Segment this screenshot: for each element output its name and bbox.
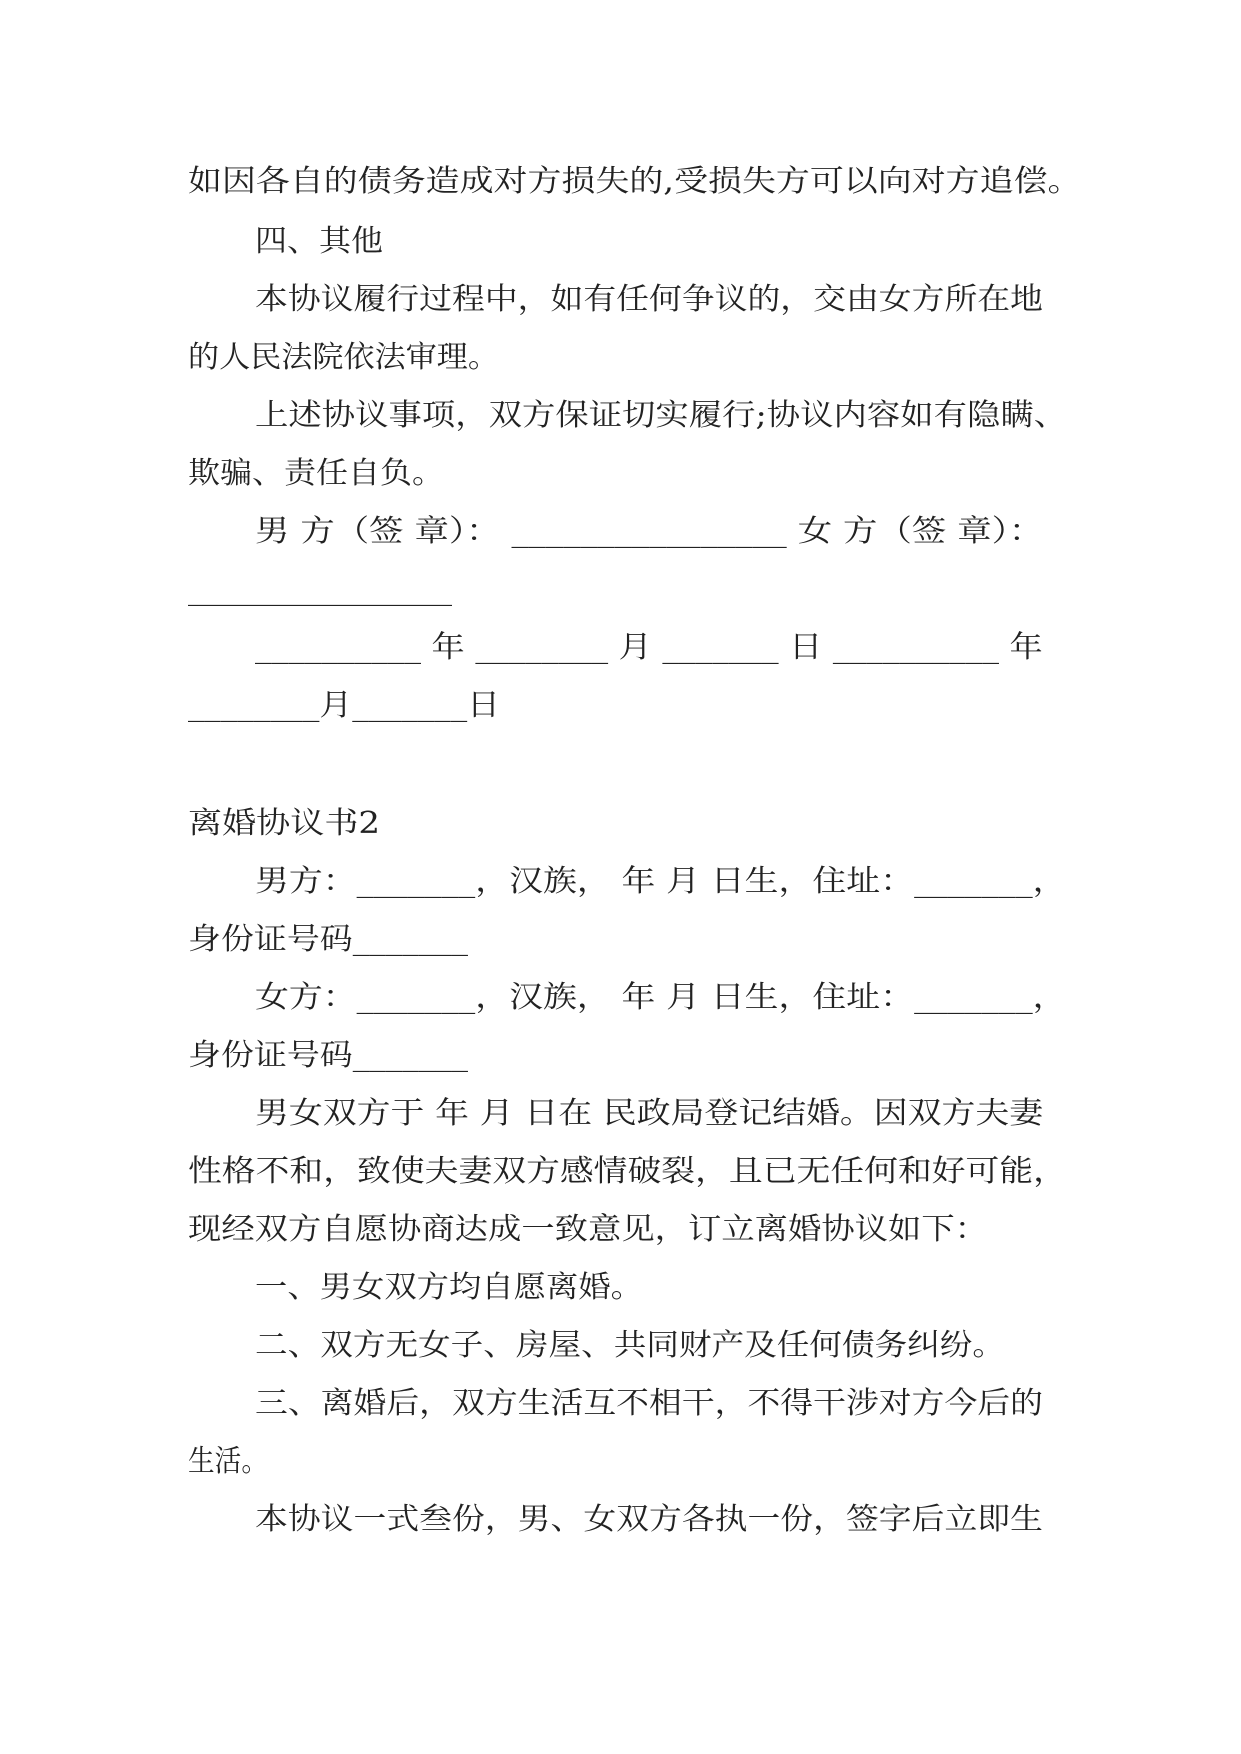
text-line: 的人民法院依法审理。 xyxy=(188,340,500,375)
text-line: 生活。 xyxy=(188,1444,269,1479)
section-heading-other: 四、其他 xyxy=(255,224,384,259)
date-line: ________月_______日 xyxy=(188,688,500,723)
text-line: 女方：_______，汉族， 年 月 日生，住址：_______， xyxy=(255,980,1067,1015)
signature-blank: ________________ xyxy=(188,572,452,607)
text-line: 如因各自的债务造成对方损失的,受损失方可以向对方追偿。 xyxy=(188,164,1082,199)
text-line: 一、男女双方均自愿离婚。 xyxy=(255,1270,644,1305)
text-line: 三、离婚后，双方生活互不相干，不得干涉对方今后的 xyxy=(255,1386,1043,1421)
text-line: 本协议一式叁份，男、女双方各执一份，签字后立即生 xyxy=(255,1502,1043,1537)
text-line: 二、双方无女子、房屋、共同财产及任何债务纠纷。 xyxy=(255,1328,1006,1363)
text-line: 男方：_______，汉族， 年 月 日生，住址：_______， xyxy=(255,864,1067,899)
date-line: __________ 年 ________ 月 _______ 日 __________ 年 xyxy=(255,630,1043,665)
text-line: 身份证号码_______ xyxy=(188,1038,468,1073)
text-line: 男女双方于 年 月 日在 民政局登记结婚。因双方夫妻 xyxy=(255,1096,1044,1131)
text-line: 性格不和，致使夫妻双方感情破裂，且已无任何和好可能， xyxy=(188,1154,1067,1189)
document-title: 离婚协议书2 xyxy=(188,806,381,841)
text-line: 上述协议事项，双方保证切实履行;协议内容如有隐瞒、 xyxy=(255,398,1068,433)
text-line: 身份证号码_______ xyxy=(188,922,468,957)
text-line: 欺骗、责任自负。 xyxy=(188,456,445,491)
signature-line: 男 方（签 章）： ________________ 女 方（签 章）： xyxy=(255,514,1044,549)
text-line: 现经双方自愿协商达成一致意见，订立离婚协议如下： xyxy=(188,1212,988,1247)
text-line: 本协议履行过程中，如有任何争议的，交由女方所在地 xyxy=(255,282,1043,317)
